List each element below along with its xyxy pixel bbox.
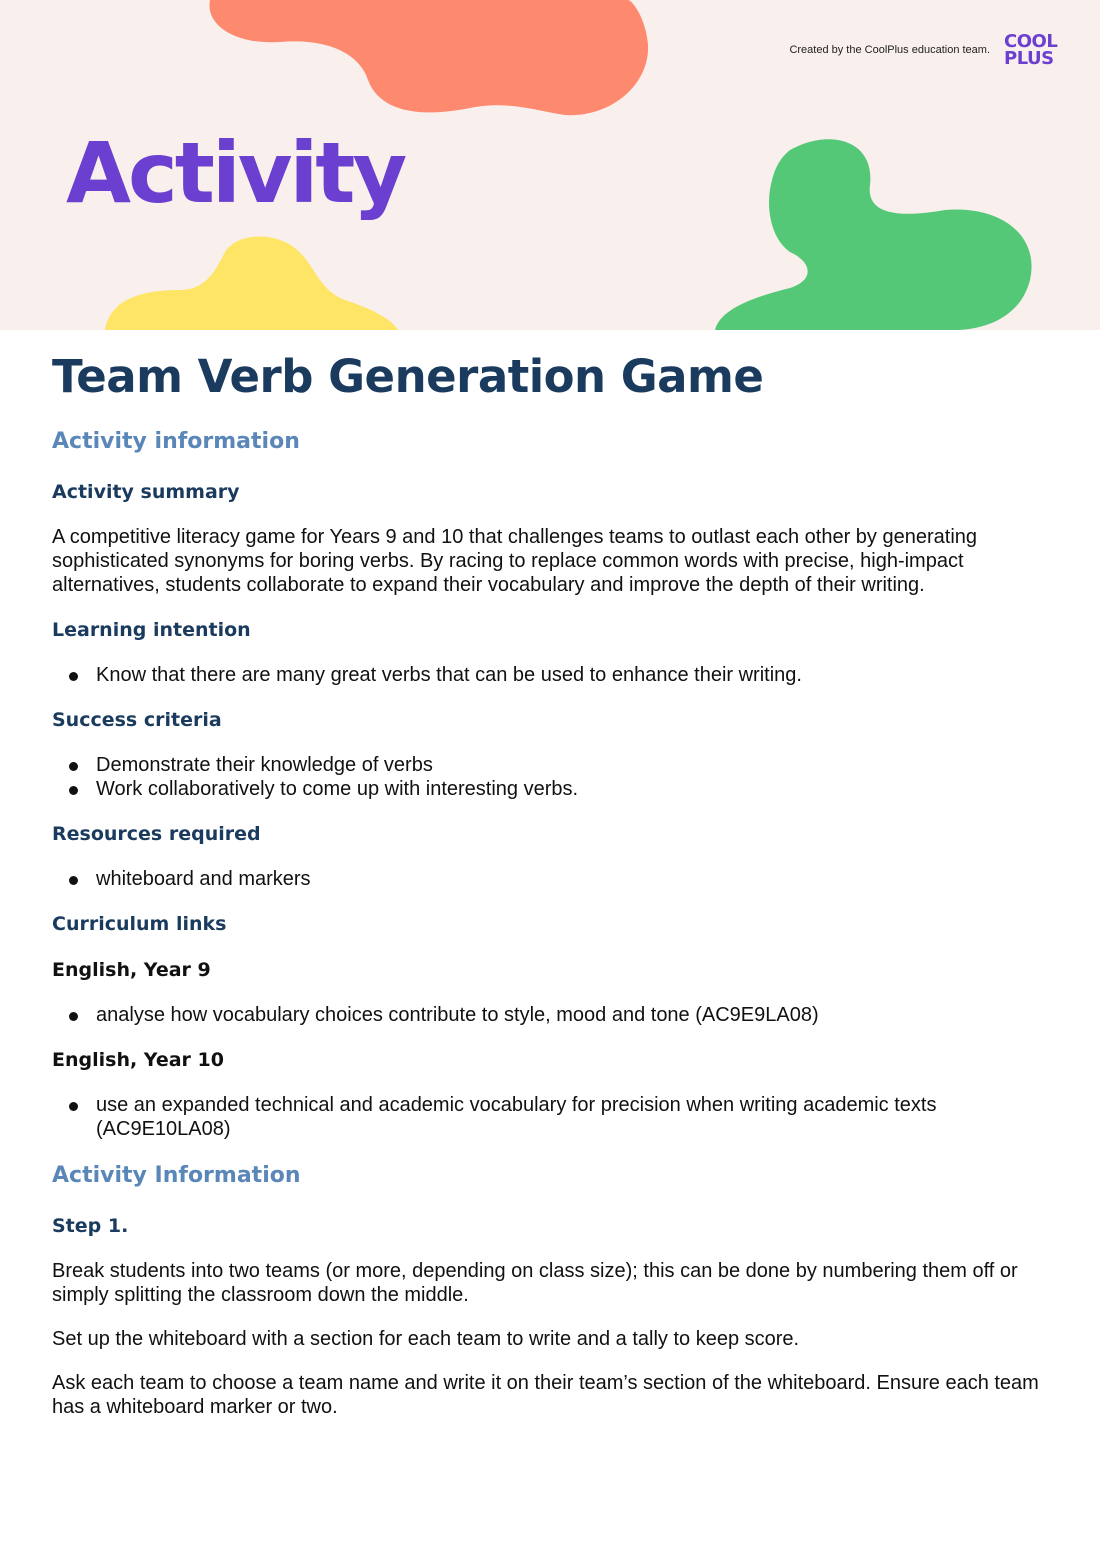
learning-intention-heading: Learning intention — [52, 619, 251, 641]
step1-paragraph: Set up the whiteboard with a section for each team to write and a tally to keep score. — [52, 1328, 800, 1350]
success-criteria-list — [52, 753, 1052, 801]
list-item — [96, 867, 1052, 891]
header-banner — [0, 0, 1100, 330]
bullet-icon — [69, 786, 78, 795]
credit-text: Created by the CoolPlus education team. — [789, 44, 990, 56]
resources-list — [52, 867, 1052, 891]
curriculum-links-heading: Curriculum links — [52, 913, 227, 935]
year10-heading: English, Year 10 — [52, 1049, 224, 1071]
list-item-text: Work collaboratively to come up with interesting verbs. — [96, 778, 579, 800]
activity-information-heading-2: Activity Information — [52, 1163, 301, 1188]
step1-paragraph: Break students into two teams (or more, depending on class size); this can be done by numbering them off or simply splitting the classroom down the middle. — [52, 1260, 1018, 1306]
list-item — [96, 777, 1052, 801]
list-item-text: use an expanded technical and academic vocabulary for precision when writing academic texts (AC9E10LA08) — [96, 1094, 937, 1140]
year9-heading: English, Year 9 — [52, 959, 211, 981]
list-item — [96, 663, 1052, 687]
resources-heading: Resources required — [52, 823, 261, 845]
list-item — [96, 1093, 956, 1141]
bullet-icon — [69, 672, 78, 681]
bullet-icon — [69, 876, 78, 885]
bullet-icon — [69, 1012, 78, 1021]
year9-list — [52, 1003, 1052, 1027]
activity-summary-text: A competitive literacy game for Years 9 and 10 that challenges teams to outlast each other by generating sophisticated synonyms for boring verbs. By racing to replace common words with precise, high-impact alternatives, students collaborate to expand their vocabulary and improve the depth of their writing. — [52, 526, 978, 596]
list-item-text: Know that there are many great verbs that can be used to enhance their writing. — [96, 664, 802, 686]
year10-list — [52, 1093, 956, 1141]
logo-line-2: PLUS — [1004, 48, 1054, 69]
step1-heading: Step 1. — [52, 1215, 129, 1237]
list-item — [96, 753, 1052, 777]
activity-information-heading: Activity information — [52, 429, 300, 454]
green-blob — [715, 139, 1032, 330]
list-item — [96, 1003, 1052, 1027]
coolplus-logo — [1004, 33, 1068, 67]
yellow-blob — [105, 236, 398, 330]
list-item-text: analyse how vocabulary choices contribute to style, mood and tone (AC9E9LA08) — [96, 1004, 819, 1026]
learning-intention-list — [52, 663, 1052, 687]
banner-title: Activity — [66, 124, 405, 222]
logo-line-1: COOL — [1004, 31, 1058, 52]
main-content — [52, 345, 1052, 1439]
list-item-text: Demonstrate their knowledge of verbs — [96, 754, 433, 776]
list-item-text: whiteboard and markers — [96, 868, 311, 890]
activity-summary-heading: Activity summary — [52, 481, 240, 503]
success-criteria-heading: Success criteria — [52, 709, 222, 731]
page-title: Team Verb Generation Game — [52, 350, 764, 403]
step1-paragraph: Ask each team to choose a team name and write it on their team’s section of the whiteboard. Ensure each team has a whiteboard marker or two. — [52, 1372, 1039, 1418]
bullet-icon — [69, 762, 78, 771]
bullet-icon — [69, 1102, 78, 1111]
coral-blob — [209, 0, 648, 115]
